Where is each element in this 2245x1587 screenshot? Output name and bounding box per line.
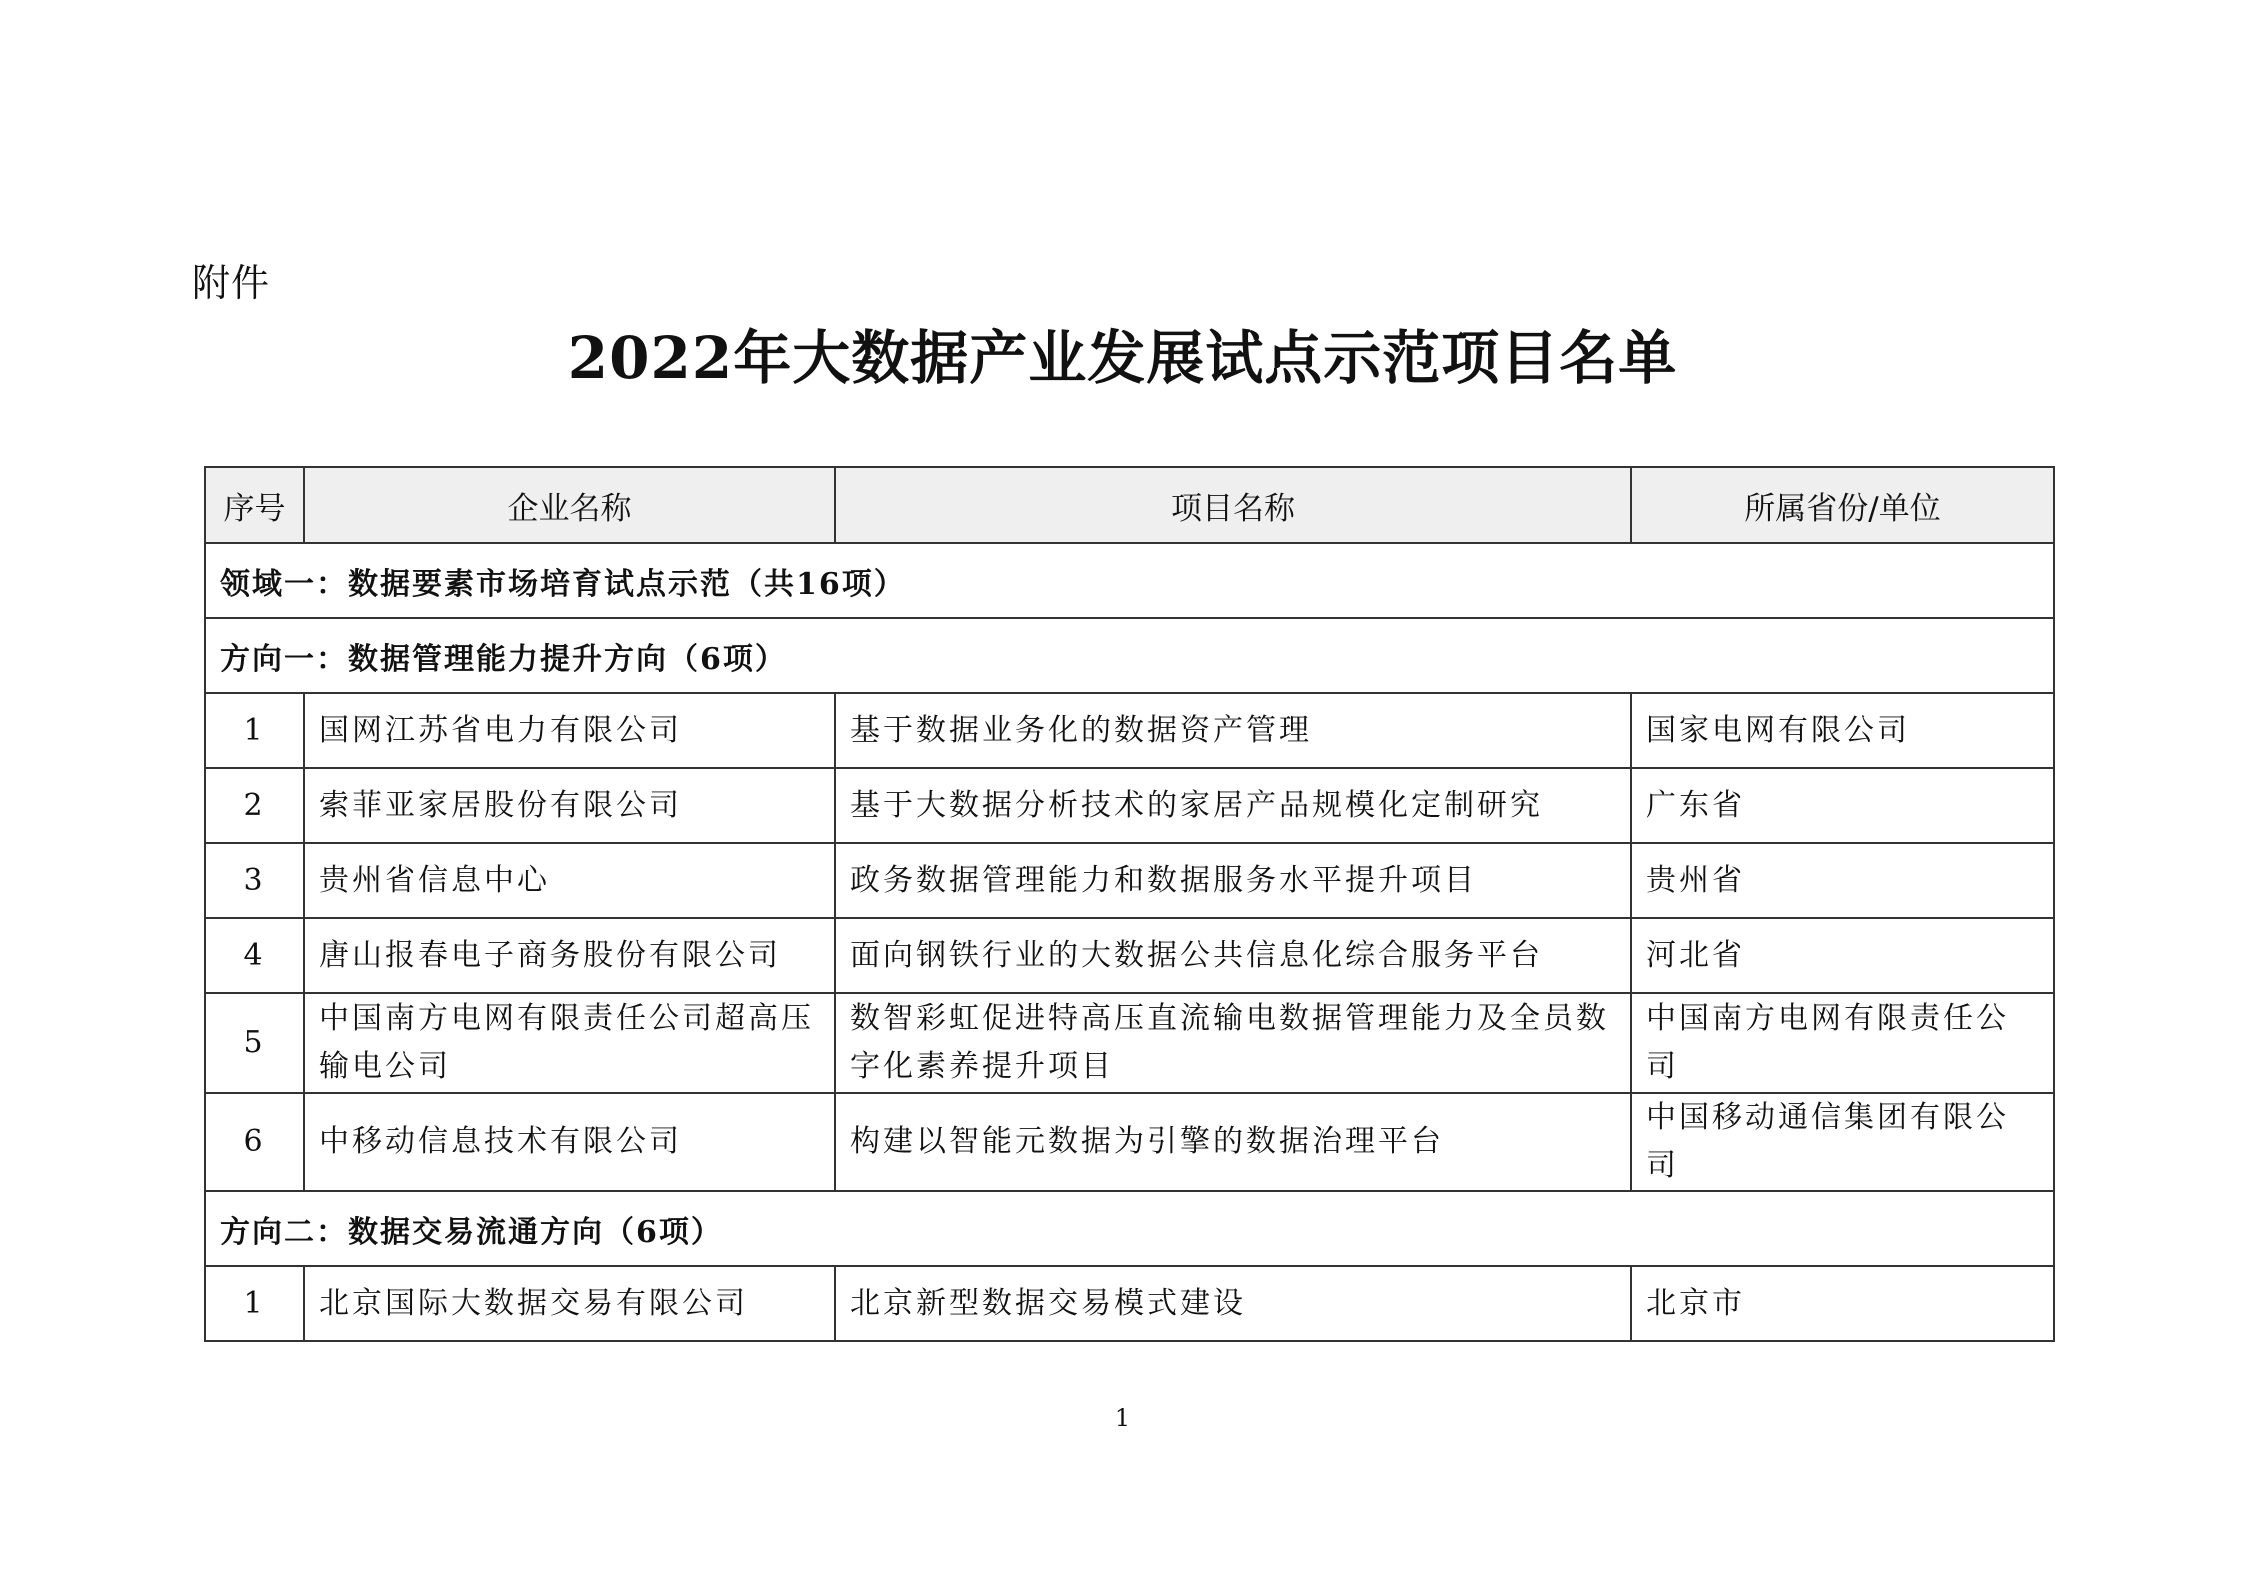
row-number: 1 (205, 1266, 304, 1341)
company-name: 唐山报春电子商务股份有限公司 (304, 918, 835, 993)
row-number: 1 (205, 693, 304, 768)
province-unit: 中国南方电网有限责任公司 (1631, 993, 2054, 1093)
project-name: 基于大数据分析技术的家居产品规模化定制研究 (835, 768, 1631, 843)
table-row (205, 843, 2054, 918)
company-name: 中移动信息技术有限公司 (304, 1093, 835, 1191)
table-header-row (205, 467, 2054, 543)
project-name: 北京新型数据交易模式建设 (835, 1266, 1631, 1341)
table-row (205, 693, 2054, 768)
table-row (205, 1266, 2054, 1341)
project-name: 数智彩虹促进特高压直流输电数据管理能力及全员数字化素养提升项目 (835, 993, 1631, 1093)
row-number: 3 (205, 843, 304, 918)
project-name: 基于数据业务化的数据资产管理 (835, 693, 1631, 768)
direction-heading: 方向一：数据管理能力提升方向（6项） (205, 618, 2054, 693)
company-name: 索菲亚家居股份有限公司 (304, 768, 835, 843)
company-name: 中国南方电网有限责任公司超高压输电公司 (304, 993, 835, 1093)
project-name: 构建以智能元数据为引擎的数据治理平台 (835, 1093, 1631, 1191)
company-name: 国网江苏省电力有限公司 (304, 693, 835, 768)
table-row (205, 768, 2054, 843)
row-number: 2 (205, 768, 304, 843)
project-list-table (204, 466, 2055, 1342)
province-unit: 中国移动通信集团有限公司 (1631, 1093, 2054, 1191)
column-header-no: 序号 (205, 467, 304, 543)
page-number: 1 (1114, 1404, 1131, 1432)
project-name: 面向钢铁行业的大数据公共信息化综合服务平台 (835, 918, 1631, 993)
table-row (205, 918, 2054, 993)
province-unit: 贵州省 (1631, 843, 2054, 918)
row-number: 5 (205, 993, 304, 1093)
direction-heading: 方向二：数据交易流通方向（6项） (205, 1191, 2054, 1266)
attachment-label: 附件 (192, 261, 271, 305)
row-number: 6 (205, 1093, 304, 1191)
group-heading-row (205, 543, 2054, 618)
row-number: 4 (205, 918, 304, 993)
group-heading: 领域一：数据要素市场培育试点示范（共16项） (205, 543, 2054, 618)
column-header-project: 项目名称 (835, 467, 1631, 543)
company-name: 北京国际大数据交易有限公司 (304, 1266, 835, 1341)
province-unit: 广东省 (1631, 768, 2054, 843)
direction-heading-row (205, 1191, 2054, 1266)
company-name: 贵州省信息中心 (304, 843, 835, 918)
table-row (205, 1093, 2054, 1191)
column-header-company: 企业名称 (304, 467, 835, 543)
province-unit: 河北省 (1631, 918, 2054, 993)
column-header-unit: 所属省份/单位 (1631, 467, 2054, 543)
province-unit: 国家电网有限公司 (1631, 693, 2054, 768)
direction-heading-row (205, 618, 2054, 693)
document-title: 2022年大数据产业发展试点示范项目名单 (567, 324, 1678, 392)
project-name: 政务数据管理能力和数据服务水平提升项目 (835, 843, 1631, 918)
province-unit: 北京市 (1631, 1266, 2054, 1341)
table-row (205, 993, 2054, 1093)
